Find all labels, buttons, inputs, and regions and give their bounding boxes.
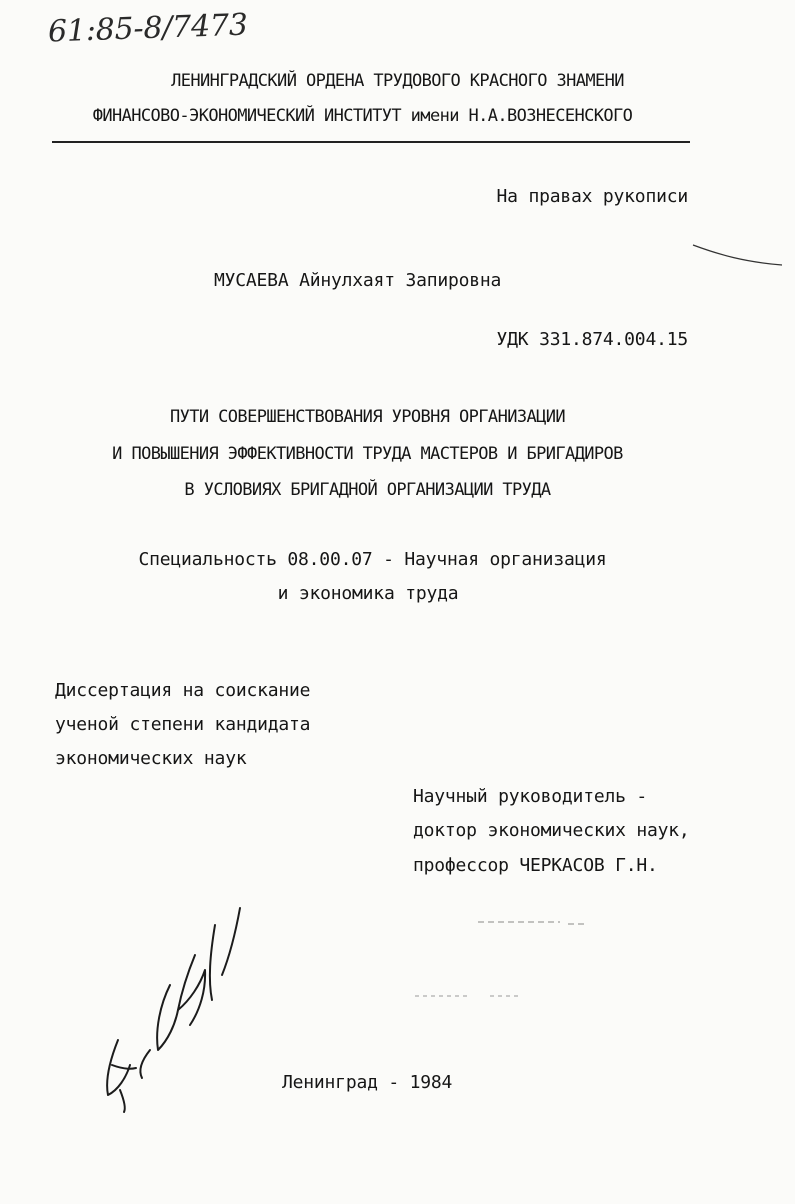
place-and-year: Ленинград - 1984 xyxy=(282,1072,453,1093)
faint-dash-mark xyxy=(478,922,588,924)
archive-code-handwritten: 61:85-8/7473 xyxy=(47,7,249,50)
title-line-2: И ПОВЫШЕНИЯ ЭФФЕКТИВНОСТИ ТРУДА МАСТЕРОВ И БРИГАДИРОВ xyxy=(112,444,623,464)
specialty-line-1: Специальность 08.00.07 - Научная организация xyxy=(138,549,607,570)
dissertation-line-1: Диссертация на соискание xyxy=(55,680,311,701)
dissertation-line-3: экономических наук xyxy=(55,748,247,769)
signature xyxy=(107,908,240,1112)
rights-note: На правах рукописи xyxy=(496,186,688,207)
supervisor-line-3: профессор ЧЕРКАСОВ Г.Н. xyxy=(413,855,658,876)
udc-code: УДК 331.874.004.15 xyxy=(496,329,688,350)
institution-line-2: ФИНАНСОВО-ЭКОНОМИЧЕСКИЙ ИНСТИТУТ имени Н.А.ВОЗНЕСЕНСКОГО xyxy=(92,106,633,126)
pen-stroke-mark xyxy=(693,245,782,265)
author-name: МУСАЕВА Айнулхаят Запировна xyxy=(214,270,502,291)
title-line-3: В УСЛОВИЯХ БРИГАДНОЙ ОРГАНИЗАЦИИ ТРУДА xyxy=(184,480,551,500)
supervisor-line-1: Научный руководитель - xyxy=(413,786,648,807)
supervisor-line-2: доктор экономических наук, xyxy=(413,820,690,841)
specialty-line-2: и экономика труда xyxy=(277,583,459,604)
institution-line-1: ЛЕНИНГРАДСКИЙ ОРДЕНА ТРУДОВОГО КРАСНОГО ЗНАМЕНИ xyxy=(171,71,624,91)
title-line-1: ПУТИ СОВЕРШЕНСТВОВАНИЯ УРОВНЯ ОРГАНИЗАЦИИ xyxy=(169,407,566,427)
dissertation-line-2: ученой степени кандидата xyxy=(55,714,311,735)
